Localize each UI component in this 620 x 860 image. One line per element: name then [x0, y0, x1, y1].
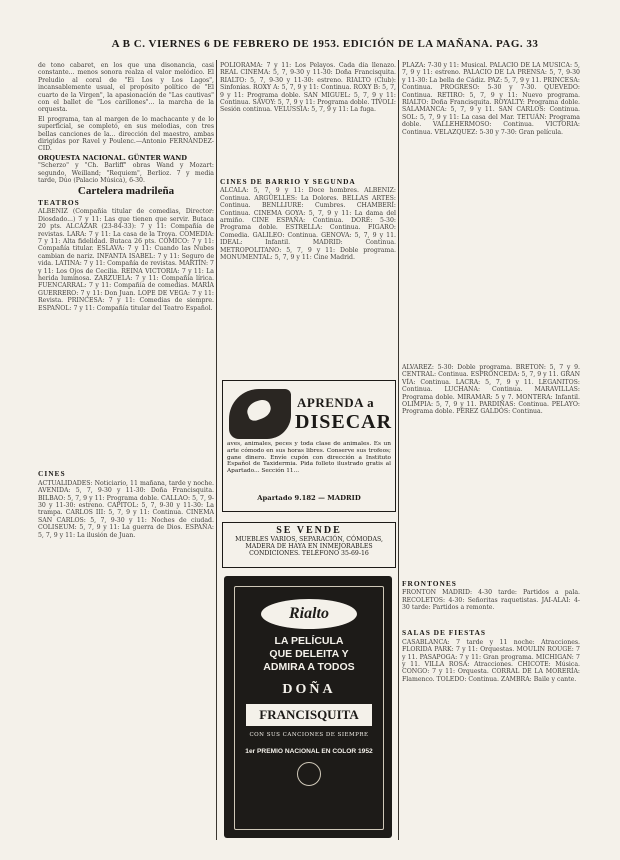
classified-ad — [222, 522, 396, 568]
section-cines: CINES — [38, 469, 66, 479]
cinema-logo: Rialto — [261, 599, 357, 629]
fiestas-listing: CASABLANCA: 7 tarde y 11 noche: Atracciones. FLORIDA PARK: 7 y 11: Orquestas. MOULIN ROUGE: 7 y 11. PASAPOGA: 7 y 11: Gran programa. MICHIGAN: 7 y 11. VILLA ROSA: Atracciones. CHICOTE: Música. CONGO: 7 y 11: Orquesta. CORRAL DE LA MORERÍA: Flamenco. TOLEDO: Continua. ZAMBRA: Baile y cante. — [402, 638, 580, 683]
cines-listing-cont: POLIORAMA: 7 y 11: Los Pelayos. Cada día llenazo. REAL CINEMA: 5, 7, 9-30 y 11-30: Doña Francisquita. RIALTO: 5, 7, 9-30 y 11-30: estreno. RIALTO (Club): Sinfonías. ROXY A: 5, 7, 9 y 11: Continua. ROXY B: 5, 7, 9 y 11: Programa doble. SAN MIGUEL: 5, 7, 9 y 11: Continua. SAVOY: 5, 7, 9 y 11: Programa doble. TÍVOLI: Sesión continua. VELUSSIA: 5, 7, 9 y 11: La fuga. — [220, 62, 396, 114]
ad-headline: APRENDA a — [297, 395, 375, 410]
film-tagline: QUE DELEITA Y — [269, 648, 349, 660]
section-teatros: TEATROS — [38, 197, 80, 207]
frontones-listing: FRONTÓN MADRID: 4-30 tarde: Partidos a pala. RECOLETOS: 4-30: Señoritas raquetistas. JAI-ALAI: 4-30 tarde: Partidos a remonte. — [402, 589, 580, 612]
film-tagline: LA PELÍCULA — [274, 635, 344, 647]
orchestra-heading: ORQUESTA NACIONAL. GÜNTER WAND — [38, 153, 188, 162]
cines-listing: ACTUALIDADES: Noticiario, 11 mañana, tarde y noche. AVENIDA: 5, 7, 9-30 y 11-30: Doña Francisquita. BILBAO: 5, 7, 9 y 11: Programa doble. CALLAO: 5, 7, 9-30 y 11-30: estreno. CAPITOL: 5, 7, 9-30 y 11-30: La trampa. CARLOS III: 5, 7, 9 y 11: Continua. CINEMA SAN CARLOS: 5, 7, 9-30 y 11: Noches de ciudad. COLISEUM: 5, 7, 9 y 11: La guerra de Dios. ESPAÑA: 5, 7, 9 y 11: La ilusión de Juan. — [38, 479, 214, 539]
column-right — [402, 62, 580, 807]
section-cines-barrio: CINES DE BARRIO Y SEGUNDA — [220, 177, 356, 186]
column-rule — [398, 60, 399, 840]
cines-listing-right-cont: ÁLVAREZ: 5-30: Doble programa. BRETÓN: 5, 7 y 9. CENTRAL: Continua. ESPRONCEDA: 5, 7, 9 y 11. GRAN VÍA: Continua. LACRA: 5, 7, 9 y 11. LEGANITOS: Continua. LUCHANA: Continua. MARAVILLAS: Programa doble. MIRAMAR: 5 y 7. MONTERA: Infantil. OLIMPIA: 5, 7, 9 y 11. PARDIÑAS: Continua. PELAYO: Programa doble. PÉREZ GALDÓS: Continua. — [402, 364, 580, 416]
bird-illustration-icon — [229, 389, 291, 439]
ad-headline-main: DISECAR — [295, 411, 393, 433]
seal-icon — [297, 762, 321, 786]
section-frontones: FRONTONES — [402, 579, 457, 588]
article-paragraph: de tono cabaret, en los que una disonancia, casi constante... menos sonora realza el valor melódico. El Preludio al coral de "Ei Los y Los Lagos", incansablemente usual, el propósito político de "El cuarto de la Virgen", la apasionación de "Las cautivas" con el ballet de "Los carillones"... la marcha de la orquesta. — [38, 62, 214, 114]
section-salas-fiestas: SALAS DE FIESTAS — [402, 628, 487, 638]
column-left — [38, 62, 214, 682]
page-header: A B C. VIERNES 6 DE FEBRERO DE 1953. EDICIÓN DE LA MAÑANA. PAG. 33 — [111, 38, 539, 50]
film-prize: 1er PREMIO NACIONAL EN COLOR 1952 — [245, 748, 373, 755]
column-rule — [216, 60, 217, 840]
taxidermy-ad — [222, 380, 396, 512]
barrio-listing: ALCALÁ: 5, 7, 9 y 11: Doce hombres. ALBÉNIZ: Continua. ARGÜELLES: La Dolores. BELLAS ARTES: Continua. BENLLIURE: Cumbres. CHAMBERÍ: Continua. CINEMA GOYA: 5, 7, 9 y 11: La dama del armiño. CINE ESPAÑA: Continua. DORÉ: 5-30: Programa doble. ESTRELLA: Continua. FIGARO: Comedia. GALILEO: Continua. GENOVA: 5, 7, 9 y 11. IDEAL: Infantil. MADRID: Continua. METROPOLITANO: 5, 7, 9 y 11: Doble programa. MONUMENTAL: 5, 7, 9 y 11: Cine Madrid. — [220, 187, 396, 262]
article-paragraph: El programa, tan al margen de lo machacante y de lo superficial, se completó, en sus melodias, con tres bellas canciones de la... dirección del maestro, ambas dirigidas por Ravel y Poulenc.—Antonio FERNÁNDEZ-CID. — [38, 115, 214, 153]
teatros-listing: ALBÉNIZ (Compañía titular de comedias, Director: Diosdado...) 7 y 11: Las que tienen que servir. Butaca 20 pts. ALCÁZAR (23-84-33): 7 y 11: Compañía de revistas. LARA: 7 y 11: La casa de la Troya. COMEDIA: 7 y 11: Alta fidelidad. Butaca 26 pts. CÓMICO: 7 y 11: Compañía titular. ESLAVA: 7 y 11: Cuando las Nubes cambian de nariz. INFANTA ISABEL: 7 y 11: Seguro de vida. LATINA: 7 y 11: Compañía de revistas. MARTÍN: 7 y 11: Los Ojos de Cecilia. REINA VICTORIA: 7 y 11: La herida luminosa. ZARZUELA: 7 y 11: Compañía lírica. FUENCARRAL: 7 y 11: Compañía de comedias. MARÍA GUERRERO: 7 y 11: Don Juan. LOPE DE VEGA: 7 y 11: Revista. PRINCESA: 7 y 11: Comedias de siempre. ESPAÑOL: 7 y 11: Compañía titular del Teatro Español. — [38, 208, 214, 312]
classified-body: MUEBLES VARIOS, SEPARACIÓN, CÓMODAS, MADERA DE HAYA EN INMEJORABLES CONDICIONES. TELÉFONO 35-69-16 — [235, 536, 383, 558]
ad-address: Apartado 9.182 — MADRID — [257, 494, 361, 502]
film-title-prefix: DOÑA — [282, 682, 336, 697]
classified-heading: SE VENDE — [276, 525, 342, 536]
film-title: FRANCISQUITA — [246, 704, 372, 726]
film-tagline: ADMIRA A TODOS — [263, 661, 355, 673]
film-ad — [224, 576, 392, 838]
column-middle — [220, 62, 396, 369]
ad-body: aves, animales, peces y toda clase de animales. Es un arte cómodo en sus horas libres. Conserve sus trofeos; gane dinero. Envíe cupón con dirección a Instituto Español de Taxidermia. Pida folleto ilustrado gratis al Apartado... Sección 11... — [227, 441, 391, 475]
orchestra-body: "Scherzo" y "Ch. Barliff" obras Wand y Mozart: segundo, Weilland; "Requiem", Berlioz. 7 y media tarde, Dúo (Palacio Música), 6-30. — [38, 162, 214, 185]
cines-listing-right: PLAZA: 7-30 y 11: Musical. PALACIO DE LA MÚSICA: 5, 7, 9 y 11: estreno. PALACIO DE LA PRENSA: 5, 7, 9-30 y 11-30: La bella de Cádiz. PAZ: 5, 7, 9 y 11. PRINCESA: Continua. PROGRESO: 5-30 y 7-30. QUEVEDO: Continua. RETIRO: 5, 7, 9 y 11: Nuevo programa. RIALTO: Doña Francisquita. ROYALTY: Programa doble. SALAMANCA: 5, 7, 9 y 11. SAN CARLOS: Continua. SOL: 5, 7, 9 y 11: La casa del Mar. TETUÁN: Programa doble. VALLEHERMOSO: Continua. VICTORIA: Continua. VELAZQUEZ: 5-30 y 7-30: Gran película. — [402, 62, 580, 136]
cartelera-title: Cartelera madrileña — [77, 184, 175, 197]
film-ad-frame — [234, 586, 384, 830]
film-subtitle: CON SUS CANCIONES DE SIEMPRE — [249, 732, 369, 738]
